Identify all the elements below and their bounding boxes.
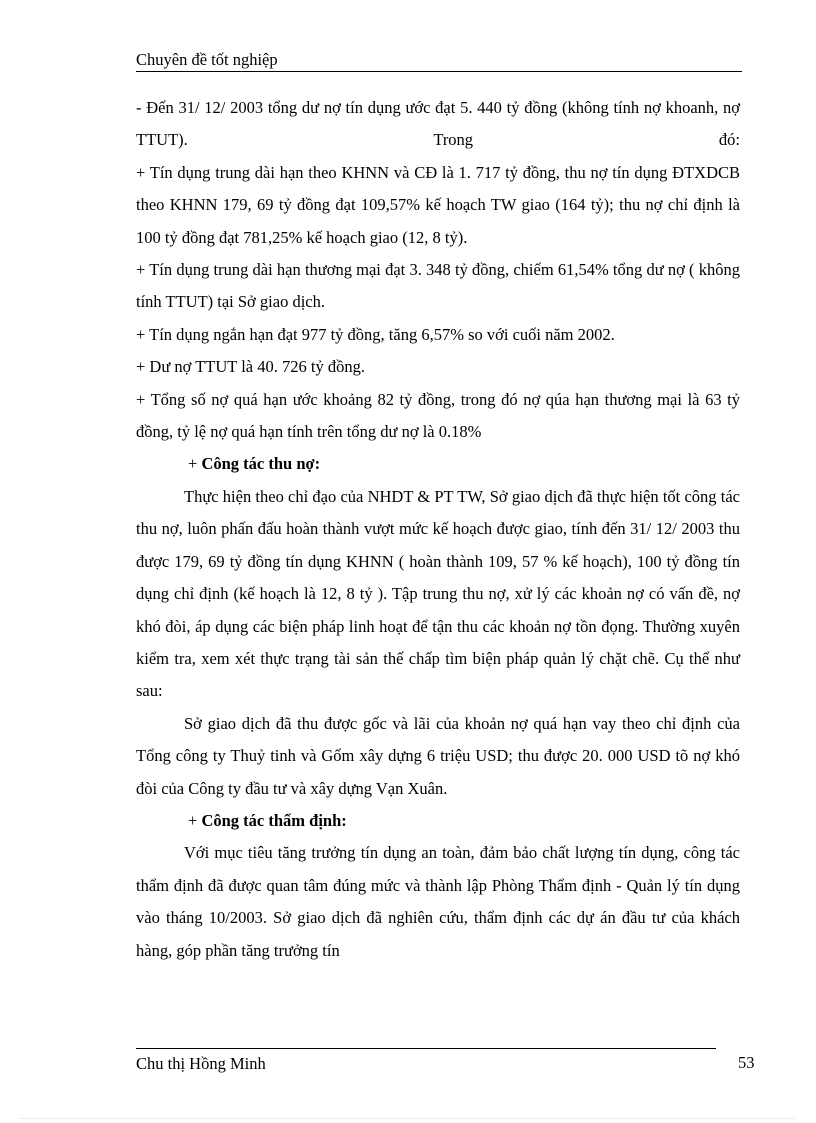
header-divider bbox=[136, 71, 742, 72]
heading-prefix: + bbox=[188, 454, 202, 474]
heading-prefix: + bbox=[188, 810, 202, 830]
paragraph-medium-long-term-commercial: + Tín dụng trung dài hạn thương mại đạt 3. 348 tỷ đồng, chiếm 61,54% tổng dư nợ ( không tính TTUT) tại Sở giao dịch. bbox=[136, 260, 740, 312]
paragraph-ttut-debt: + Dư nợ TTUT là 40. 726 tỷ đồng. bbox=[136, 357, 365, 377]
paragraph-medium-long-term-khnn: + Tín dụng trung dài hạn theo KHNN và CĐ là 1. 717 tỷ đồng, thu nợ tín dụng ĐTXDCB theo KHNN 179, 69 tỷ đồng đạt 109,57% kế hoạch TW giao (164 tỷ); thu nợ chỉ định là 100 tỷ đồng đạt 781,25% kế hoạch giao (12, 8 tỷ). bbox=[136, 162, 740, 247]
paragraph-total-debt: - Đến 31/ 12/ 2003 tổng dư nợ tín dụng ước đạt 5. 440 tỷ đồng (không tính nợ khoanh, nợ TTUT). Trong đó: bbox=[136, 98, 740, 150]
heading-appraisal bbox=[136, 805, 740, 837]
paragraph-appraisal: Với mục tiêu tăng trưởng tín dụng an toàn, đảm bảo chất lượng tín dụng, công tác thẩm định đã được quan tâm đúng mức và thành lập Phòng Thẩm định - Quản lý tín dụng vào tháng 10/2003. Sở giao dịch đã nghiên cứu, thẩm định các dự án đầu tư của khách hàng, góp phần tăng trưởng tín bbox=[136, 843, 740, 960]
paragraph-overdue-debt: + Tổng số nợ quá hạn ước khoảng 82 tỷ đồng, trong đó nợ qúa hạn thương mại là 63 tỷ đồng, tỷ lệ nợ quá hạn tính trên tổng dư nợ là 0.18% bbox=[136, 389, 740, 442]
running-header: Chuyên đề tốt nghiệp bbox=[136, 50, 278, 69]
paragraph-collected-amounts: Sở giao dịch đã thu được gốc và lãi của khoản nợ quá hạn vay theo chỉ định của Tổng công ty Thuỷ tinh và Gốm xây dựng 6 triệu USD; thu được 20. 000 USD tõ nợ khó đòi của Công ty đầu tư và xây dựng Vạn Xuân. bbox=[136, 713, 740, 798]
footer-author: Chu thị Hồng Minh bbox=[136, 1054, 266, 1073]
body-text bbox=[136, 92, 740, 967]
page-bottom-border bbox=[20, 1118, 796, 1119]
heading-label: Công tác thẩm định: bbox=[201, 810, 347, 830]
paragraph-short-term-credit: + Tín dụng ngắn hạn đạt 977 tỷ đồng, tăng 6,57% so với cuối năm 2002. bbox=[136, 324, 615, 344]
paragraph-debt-collection: Thực hiện theo chỉ đạo của NHDT & PT TW, Sở giao dịch đã thực hiện tốt công tác thu nợ, luôn phấn đấu hoàn thành vượt mức kế hoạch được giao, tính đến 31/ 12/ 2003 thu được 179, 69 tỷ đồng tín dụng KHNN ( hoàn thành 109, 57 % kế hoạch), 100 tỷ đồng tín dụng chỉ định (kế hoạch là 12, 8 tỷ ). Tập trung thu nợ, xử lý các khoản nợ có vấn đề, nợ khó đòi, áp dụng các biện pháp linh hoạt để tận thu các khoản nợ tồn đọng. Thường xuyên kiểm tra, xem xét thực trạng tài sản thế chấp tìm biện pháp quản lý chặt chẽ. Cụ thể như sau: bbox=[136, 486, 740, 701]
footer-divider bbox=[136, 1048, 716, 1049]
heading-debt-collection bbox=[136, 448, 740, 480]
page-number: 53 bbox=[738, 1053, 755, 1072]
heading-label: Công tác thu nợ: bbox=[201, 454, 321, 474]
